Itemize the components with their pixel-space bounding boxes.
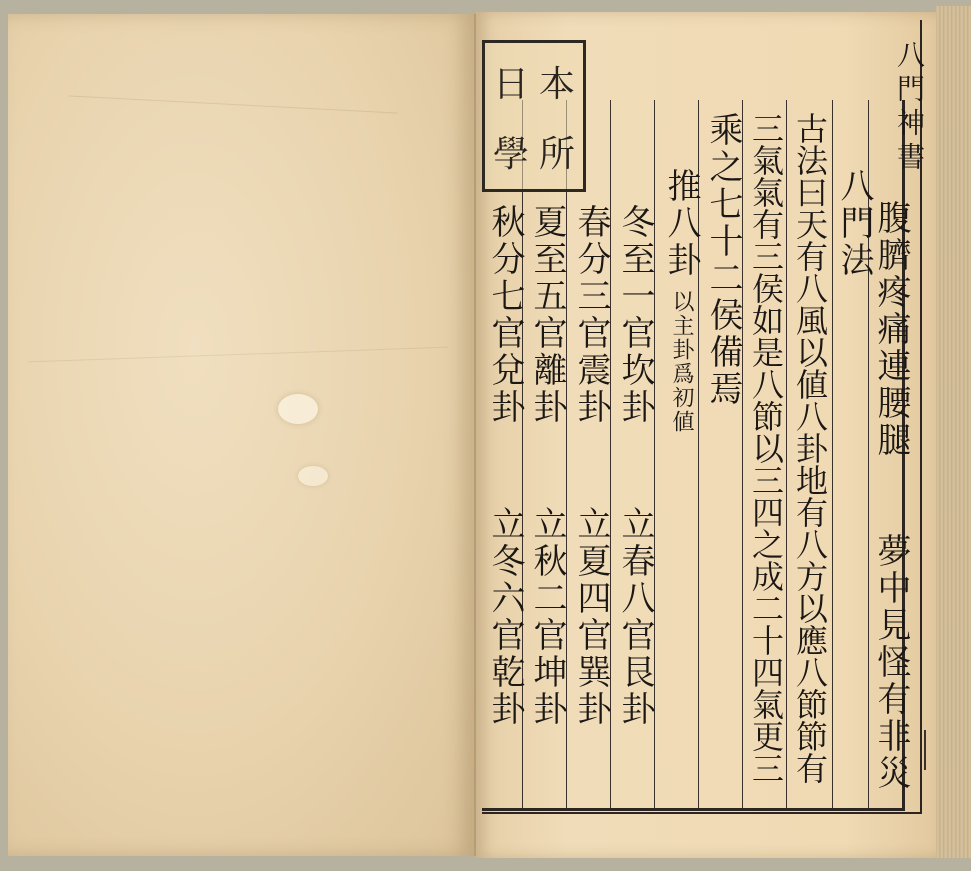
trigram-entry: 春分三官震卦 (571, 204, 611, 426)
book-title: 八門神書 (893, 40, 926, 176)
trigram-entry: 夏至五官離卦 (527, 204, 567, 426)
paper-stain (298, 466, 328, 486)
trigram-entry: 立春八官艮卦 (615, 506, 655, 728)
trigram-entry: 立秋二官坤卦 (527, 506, 567, 728)
text-column: 三氣氣有三侯如是八節以三四之成二十四氣更三 (747, 112, 785, 784)
text-column: 古法曰天有八風以値八卦地有八方以應八節節有 (791, 112, 829, 784)
margin-mark (924, 730, 940, 770)
left-page-blank (8, 14, 476, 856)
subheading: 推八卦 (661, 168, 701, 279)
text-column: 乘之七十二侯備焉 (703, 112, 743, 408)
paper-crease (28, 347, 448, 363)
paper-stain (278, 394, 318, 424)
paper-crease (68, 95, 398, 113)
column-rule (786, 100, 787, 808)
library-seal (482, 40, 586, 192)
seal-char: 日 (492, 63, 529, 105)
seal-char: 所 (538, 133, 575, 175)
trigram-entry: 秋分七官兌卦 (485, 204, 525, 426)
section-heading: 八門法 (834, 168, 874, 279)
page-edges (936, 6, 971, 858)
annotation-note: 以主卦爲初値 (669, 290, 694, 434)
trigram-entry: 立夏四官巽卦 (571, 506, 611, 728)
text-column: 腹臍疼痛連腰腿 夢中見怪有非災 (871, 200, 911, 792)
seal-char: 本 (538, 63, 575, 105)
seal-char: 學 (492, 133, 529, 175)
trigram-entry: 立冬六官乾卦 (485, 506, 525, 728)
print-frame-bottom (482, 812, 922, 814)
trigram-entry: 冬至一官坎卦 (615, 204, 655, 426)
